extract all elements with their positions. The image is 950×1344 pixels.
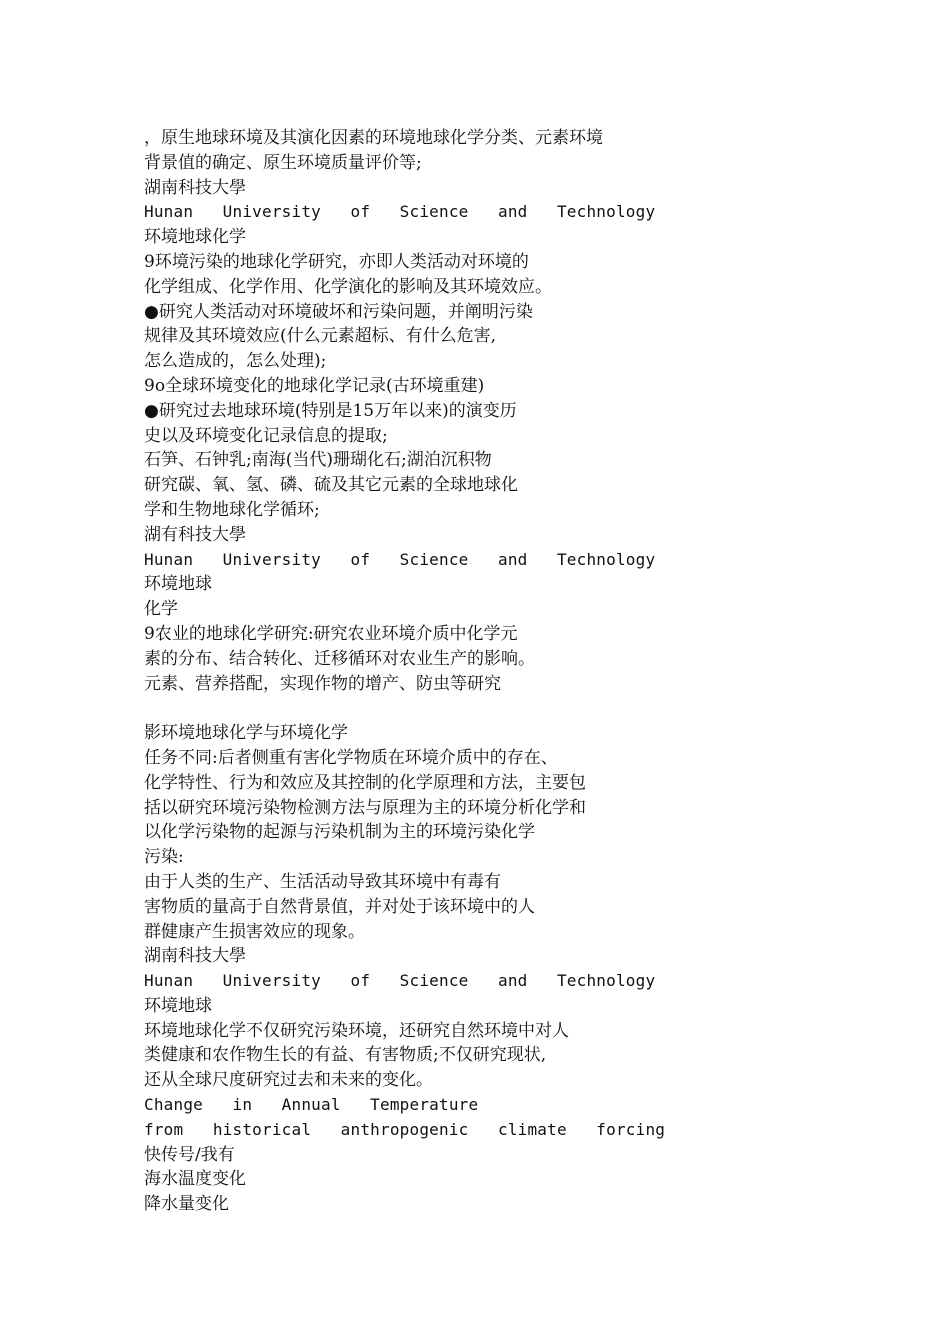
- text-line: 任务不同:后者侧重有害化学物质在环境介质中的存在、: [144, 747, 558, 768]
- university-name-en: Hunan University of Science and Technology: [144, 549, 656, 569]
- text-line: 背景值的确定、原生环境质量评价等;: [144, 152, 422, 173]
- text-line: 怎么造成的，怎么处理);: [144, 351, 327, 372]
- section-heading: 化学: [144, 599, 178, 620]
- text-line: 研究碳、氧、氢、磷、硫及其它元素的全球地球化: [144, 475, 518, 496]
- text-line: 类健康和农作物生长的有益、有害物质;不仅研究现状,: [144, 1045, 547, 1066]
- section-heading: 环境地球: [144, 995, 212, 1016]
- text-line: 害物质的量高于自然背景值，并对处于该环境中的人: [144, 896, 535, 917]
- text-line: 括以研究环境污染物检测方法与原理为主的环境分析化学和: [144, 797, 586, 818]
- bullet-line: ●研究人类活动对环境破坏和污染问题，并阐明污染: [144, 301, 533, 322]
- text-line: 以化学污染物的起源与污染机制为主的环境污染化学: [144, 822, 535, 843]
- university-name-en: Hunan University of Science and Technology: [144, 202, 656, 222]
- text-line: 污染:: [144, 847, 184, 868]
- university-name-cn: 湖南科技大學: [144, 946, 246, 967]
- text-line: 海水温度变化: [144, 1169, 246, 1190]
- text-line: 9环境污染的地球化学研究，亦即人类活动对环境的: [144, 251, 529, 272]
- text-line: 还从全球尺度研究过去和未来的变化。: [144, 1070, 433, 1091]
- university-name-cn: 湖南科技大學: [144, 177, 246, 198]
- text-line: 快传号/我有: [144, 1144, 235, 1165]
- section-heading: 环境地球: [144, 574, 212, 595]
- text-line: 规律及其环境效应(什么元素超标、有什么危害,: [144, 326, 497, 347]
- text-line: ，原生地球环境及其演化因素的环境地球化学分类、元素环境: [144, 128, 603, 148]
- text-line: 降水量变化: [144, 1194, 229, 1215]
- text-line: 9o全球环境变化的地球化学记录(古环境重建): [144, 375, 485, 396]
- document-body: [144, 126, 904, 1217]
- figure-caption-en: from historical anthropogenic climate forcing: [144, 1119, 666, 1139]
- text-line: 史以及环境变化记录信息的提取;: [144, 425, 388, 446]
- university-name-en: Hunan University of Science and Technology: [144, 971, 656, 991]
- text-line: 石笋、石钟乳;南海(当代)珊瑚化石;湖泊沉积物: [144, 450, 492, 471]
- figure-caption-en: Change in Annual Temperature: [144, 1095, 479, 1115]
- bullet-line: ●研究过去地球环境(特别是15万年以来)的演变历: [144, 400, 517, 421]
- text-line: 化学特性、行为和效应及其控制的化学原理和方法，主要包: [144, 772, 586, 793]
- text-line: 由于人类的生产、生活活动导致其环境中有毒有: [144, 871, 501, 892]
- text-line: 化学组成、化学作用、化学演化的影响及其环境效应。: [144, 276, 552, 297]
- text-line: 9农业的地球化学研究:研究农业环境介质中化学元: [144, 623, 518, 644]
- text-line: 群健康产生损害效应的现象。: [144, 921, 365, 942]
- section-heading: 环境地球化学: [144, 227, 246, 248]
- section-heading: 影环境地球化学与环境化学: [144, 723, 348, 744]
- text-line: 环境地球化学不仅研究污染环境，还研究自然环境中对人: [144, 1020, 569, 1041]
- blank-line: [144, 696, 904, 721]
- text-line: 学和生物地球化学循环;: [144, 499, 320, 520]
- university-name-cn: 湖有科技大學: [144, 524, 246, 545]
- text-line: 元素、营养搭配，实现作物的增产、防虫等研究: [144, 673, 501, 694]
- text-line: 素的分布、结合转化、迁移循环对农业生产的影响。: [144, 648, 535, 669]
